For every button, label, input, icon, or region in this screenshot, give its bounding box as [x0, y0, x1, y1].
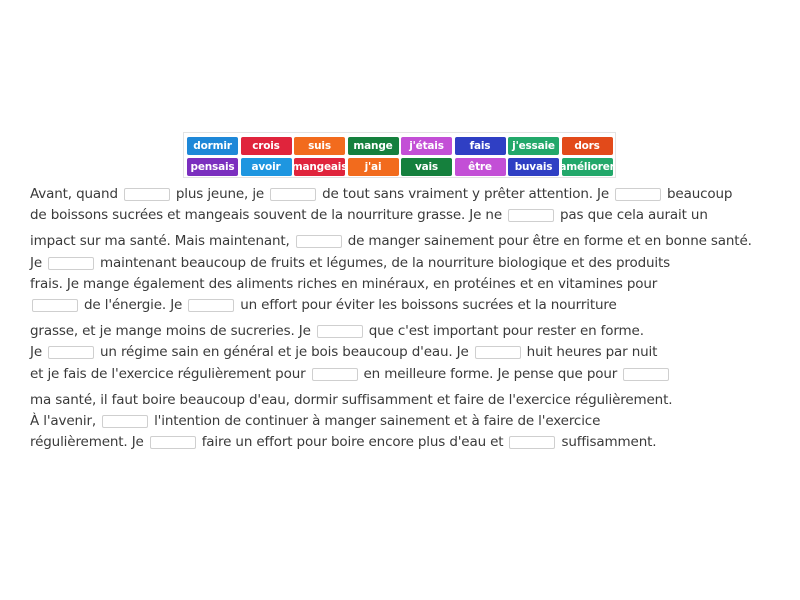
word-tile[interactable]: buvais: [508, 158, 559, 176]
answer-gap[interactable]: [102, 415, 148, 428]
word-tile[interactable]: crois: [241, 137, 292, 155]
answer-gap[interactable]: [188, 299, 234, 312]
text-segment: et je fais de l'exercice régulièrement pour: [30, 366, 306, 382]
text-segment: l'intention de continuer à manger sainement et à faire de l'exercice: [154, 413, 601, 429]
word-tile[interactable]: mangeais: [294, 158, 345, 176]
word-tile[interactable]: j'étais: [401, 137, 452, 155]
text-segment: Je: [30, 344, 42, 360]
text-segment: un régime sain en général et je bois beaucoup d'eau. Je: [100, 344, 469, 360]
text-line: [30, 274, 657, 294]
text-segment: un effort pour éviter les boissons sucrées et la nourriture: [240, 297, 617, 313]
text-segment: régulièrement. Je: [30, 434, 144, 450]
answer-gap[interactable]: [623, 368, 669, 381]
text-line: [30, 205, 708, 225]
answer-gap[interactable]: [509, 436, 555, 449]
word-tile[interactable]: vais: [401, 158, 452, 176]
word-tile[interactable]: être: [455, 158, 506, 176]
text-segment: maintenant beaucoup de fruits et légumes, de la nourriture biologique et des produits: [100, 255, 671, 271]
text-segment: de l'énergie. Je: [84, 297, 183, 313]
answer-gap[interactable]: [270, 188, 316, 201]
text-line: [30, 184, 732, 204]
word-tile[interactable]: j'essaie: [508, 137, 559, 155]
answer-gap[interactable]: [296, 235, 342, 248]
text-segment: suffisamment.: [561, 434, 657, 450]
text-segment: Avant, quand: [30, 186, 118, 202]
text-segment: impact sur ma santé. Mais maintenant,: [30, 233, 290, 249]
answer-gap[interactable]: [150, 436, 196, 449]
text-segment: faire un effort pour boire encore plus d'eau et: [201, 434, 504, 450]
text-line: [30, 432, 656, 452]
answer-gap[interactable]: [508, 209, 554, 222]
text-segment: huit heures par nuit: [526, 344, 658, 360]
text-segment: que c'est important pour rester en forme.: [368, 323, 644, 339]
word-tile[interactable]: pensais: [187, 158, 238, 176]
text-segment: frais. Je mange également des aliments riches en minéraux, en protéines et en vitamines pour: [30, 276, 658, 292]
word-tile[interactable]: dormir: [187, 137, 238, 155]
text-segment: ma santé, il faut boire beaucoup d'eau, dormir suffisamment et faire de l'exercice régulièrement.: [30, 392, 673, 408]
word-tile[interactable]: fais: [455, 137, 506, 155]
word-tile[interactable]: dors: [562, 137, 613, 155]
text-line: [30, 295, 617, 315]
text-segment: pas que cela aurait un: [560, 207, 708, 223]
text-line: [30, 411, 600, 431]
text-segment: beaucoup: [667, 186, 733, 202]
text-line: [30, 390, 672, 410]
word-tile[interactable]: j'ai: [348, 158, 399, 176]
text-segment: plus jeune, je: [175, 186, 265, 202]
text-segment: de boissons sucrées et mangeais souvent de la nourriture grasse. Je ne: [30, 207, 502, 223]
text-segment: grasse, et je mange moins de sucreries. Je: [30, 323, 311, 339]
text-segment: À l'avenir,: [30, 413, 97, 429]
word-tile[interactable]: suis: [294, 137, 345, 155]
word-tile[interactable]: améliorer: [562, 158, 613, 176]
answer-gap[interactable]: [48, 257, 94, 270]
text-line: [30, 364, 675, 384]
text-line: [30, 321, 644, 341]
text-line: [30, 231, 752, 251]
answer-gap[interactable]: [48, 346, 94, 359]
text-segment: en meilleure forme. Je pense que pour: [363, 366, 618, 382]
answer-gap[interactable]: [32, 299, 78, 312]
text-segment: de tout sans vraiment y prêter attention. Je: [322, 186, 610, 202]
answer-gap[interactable]: [317, 325, 363, 338]
text-segment: de manger sainement pour être en forme et en bonne santé.: [347, 233, 752, 249]
word-tile[interactable]: avoir: [241, 158, 292, 176]
answer-gap[interactable]: [615, 188, 661, 201]
answer-gap[interactable]: [475, 346, 521, 359]
answer-gap[interactable]: [312, 368, 358, 381]
text-line: [30, 253, 670, 273]
answer-gap[interactable]: [124, 188, 170, 201]
text-line: [30, 342, 657, 362]
text-segment: Je: [30, 255, 42, 271]
word-tile[interactable]: mange: [348, 137, 399, 155]
